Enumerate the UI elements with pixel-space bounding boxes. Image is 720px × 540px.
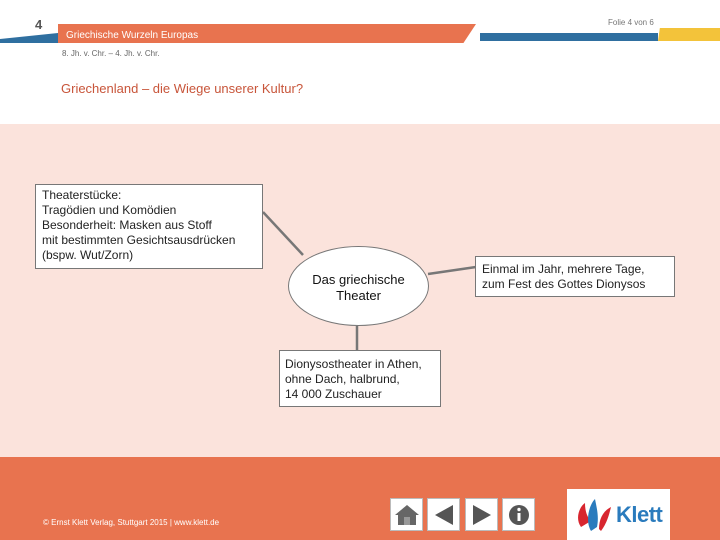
box-line: Einmal im Jahr, mehrere Tage, (482, 262, 645, 276)
box-line: zum Fest des Gottes Dionysos (482, 277, 646, 291)
prev-arrow-icon (432, 503, 456, 527)
connector-right (428, 267, 476, 274)
next-arrow-icon (470, 503, 494, 527)
page-title: Griechenland – die Wiege unserer Kultur? (61, 81, 304, 96)
copyright-text: © Ernst Klett Verlag, Stuttgart 2015 | www.klett.de (43, 518, 220, 527)
connector-left (263, 212, 303, 255)
slide-counter: Folie 4 von 6 (608, 18, 654, 27)
mindmap-box-festival (475, 256, 675, 297)
mindmap-center (288, 246, 429, 326)
previous-slide-button[interactable] (427, 498, 460, 531)
box-line: mit bestimmten Gesichtsausdrücken (42, 233, 236, 247)
info-icon (507, 503, 531, 527)
page-number: 4 (35, 17, 43, 32)
center-line: Das griechische (312, 272, 405, 287)
box-line: 14 000 Zuschauer (285, 387, 382, 401)
box-line: ohne Dach, halbrund, (285, 372, 400, 386)
box-line: Besonderheit: Masken aus Stoff (42, 218, 212, 232)
klett-logo-text: Klett (616, 502, 663, 527)
home-icon (394, 503, 420, 527)
box-line: Tragödien und Komödien (42, 203, 177, 217)
next-slide-button[interactable] (465, 498, 498, 531)
box-line: Theaterstücke: (42, 188, 122, 202)
box-line: (bspw. Wut/Zorn) (42, 248, 134, 262)
center-line: Theater (336, 288, 381, 303)
section-title: Griechische Wurzeln Europas (66, 30, 199, 41)
box-line: Dionysostheater in Athen, (285, 357, 422, 371)
mindmap-box-theater-building (279, 350, 441, 407)
mindmap-box-plays (35, 184, 263, 269)
info-button[interactable] (502, 498, 535, 531)
home-button[interactable] (390, 498, 423, 531)
subtitle: 8. Jh. v. Chr. – 4. Jh. v. Chr. (62, 49, 160, 58)
klett-clover-icon (573, 497, 615, 533)
klett-logo (567, 489, 670, 540)
